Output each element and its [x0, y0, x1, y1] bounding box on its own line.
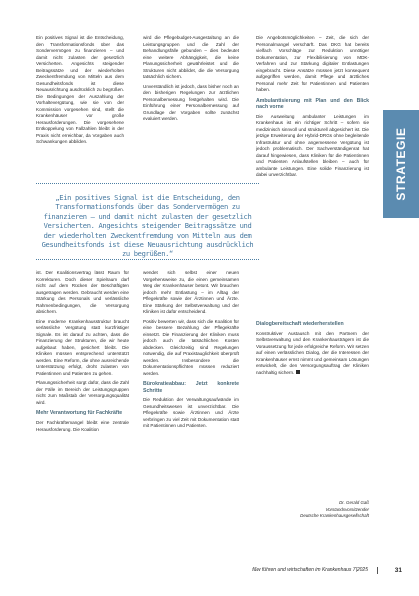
section-tab-label: STRATEGIE [394, 127, 408, 201]
paragraph: Planungssicherheit sorgt dafür, dass die Zahl der Fälle im Bereich der Leistungsgruppen nicht zum Maßstab der Versorgungsqualität wird. [36, 380, 129, 405]
article-column-4 [36, 270, 129, 570]
publication-name: f&w führen und wirtschaften im Krankenhaus 7|2025 [252, 567, 368, 573]
section-heading: Ambulantisierung mit Plan und den Blick nach vorne [256, 97, 369, 110]
pull-quote [36, 171, 259, 273]
paragraph: ist. Der Koalitionsvertrag lässt Raum für Korrekturen. Doch dieser Spielraum darf nicht auf dem Rücken der Beschäftigten ausgetragen werden. Gebraucht werden eine Stärkung des Personals und verlässliche Rahmenbedingungen, die Versorgung absichern. [36, 270, 129, 314]
quote-rule-top [36, 183, 259, 184]
paragraph: Positiv bewerten wir, dass sich die Koalition für eine bessere Bezahlung der Pflegekräfte einsetzt. Die Finanzierung der Kliniken muss jedoch auch die tatsächlichen Kosten abdecken. Gleichzeitig sind Regelungen notwendig, die auf Praxistauglichkeit überprüft werden. Insbesondere die Dokumentationspflichten müssen reduziert werden. [143, 318, 239, 376]
section-heading: Bürokratieabbau: Jetzt konkrete Schritte [143, 381, 239, 394]
author-role: Vorstandsvorsitzender [325, 506, 369, 512]
article-column-1 [36, 35, 124, 166]
paragraph: Die Ausweitung ambulanter Leistungen im Krankenhaus ist ein richtiger Schritt – sofern sie medizinisch sinnvoll und strukturell abgesichert ist. Die jetzige Erweiterung der Hybrid-DRGs ohne begleitende Infrastruktur und ohne angemessene Vergütung ist jedoch problematisch. Der Sachverständigenrat hat darauf hingewiesen, dass Kliniken für die Patientinnen und Patienten Anlaufstellen bleiben – auch für ambulante Leistungen. Eine solide Finanzierung ist dabei unverzichtbar. [256, 113, 369, 178]
paragraph: wendet sich selbst einer neuen Vorgehensweise zu, die einen gemeinsamen Weg der Krankenhäuser betont. Wir brauchen jedoch mehr Entlastung – im Alltag der Pflegekräfte sowie der Ärztinnen und Ärzte. Eine Stärkung der Selbstverwaltung und der Kliniken ist dafür entscheidend. [143, 270, 239, 314]
article-column-5 [143, 270, 239, 570]
author-name: Dr. Gerald Gaß [339, 500, 369, 505]
page-footer [242, 566, 402, 575]
article-column-2 [143, 35, 239, 173]
footer-divider [377, 567, 378, 574]
article-column-6 [256, 317, 369, 429]
quote-rule-bottom [36, 259, 259, 260]
paragraph: Unverständlich ist jedoch, dass bisher noch an den bisherigen Regelungen zur ärztlichen Personalbemessung festgehalten wird. Die Einführung einer Personalbemessung auf Grundlage der Vorgaben sollte zunächst evaluiert werden. [143, 83, 239, 122]
article-column-3 [256, 35, 369, 185]
pull-quote-text: „Ein positives Signal ist die Entscheidung, den Transformationsfonds über das Sondervermögen zu finanzieren – und damit nicht zulasten der gesetzlich Versicherten. Angesichts steigender Beitragssätze und der wiederholten Zweckentfremdung von Mitteln aus dem Gesundheitsfonds ist diese Neuausrichtung ausdrücklich zu begrüßen.“ [41, 193, 254, 259]
paragraph: wird die Pflegebudget-Ausgestaltung an die Leistungsgruppen und die Zahl der Behandlungsfälle gebunden – dies bedeutet eine weitere Abhängigkeit, die keine Planungssicherheit gewährleistet und die Strukturen nicht abbildet, die die Versorgung tatsächlich sichern. [143, 35, 239, 79]
paragraph [256, 331, 369, 377]
paragraph-text: Konstruktiver Austausch mit den Partnern der Selbstverwaltung und den Krankenhausträgern ist die Voraussetzung für jede erfolgreiche Reform. Wir setzen auf einen verlässlichen Dialog, der die Interessen der Krankenhäuser ernst nimmt und gemeinsam Lösungen entwickelt, die den Versorgungsauftrag der Kliniken nachhaltig sichern. [256, 330, 369, 375]
section-heading: Mehr Verantwortung für Fachkräfte [36, 410, 123, 417]
paragraph: Eine moderne Krankenhausstruktur braucht verlässliche Vergütung statt kurzfristiger Signale. Es ist darauf zu achten, dass die Finanzierung der Strukturen, die wir heute aufgebaut haben, gesichert bleibt. Die Kliniken müssen entsprechend unterstützt werden. Eine Reform, die ohne ausreichende Unterstützung erfolgt, droht zulasten von Patientinnen und Patienten zu gehen. [36, 318, 129, 376]
paragraph: Die Angebotsmöglichkeiten – Zeit, die sich der Personalmangel verschärft. Das DKG hat bereits vielfach Vorschläge zur Reduktion unnötiger Dokumentation, zur Flexibilisierung von MDK-Verfahren und zur Stärkung digitaler Entlastungen eingebracht. Diese Ansätze müssen jetzt konsequent aufgegriffen werden, damit Pflege und ärztliches Personal mehr Zeit für Patientinnen und Patienten haben. [256, 35, 369, 92]
author-credit [256, 500, 369, 520]
end-mark-icon [296, 370, 300, 374]
paragraph: Die Reduktion der Verwaltungsaufwände im Gesundheitswesen ist unverzichtbar. Die Pflegekräfte sowie Ärztinnen und Ärzte verbringen zu viel Zeit mit Dokumentation statt mit Patientinnen und Patienten. [143, 397, 239, 429]
section-tab [383, 110, 419, 218]
paragraph: Der Fachkräftemangel bleibt eine zentrale Herausforderung. Die Koalition [36, 420, 129, 432]
paragraph: Ein positives Signal ist die Entscheidung, den Transformationsfonds über das Sondervermögen zu finanzieren – und damit nicht zulasten der gesetzlich Versicherten. Angesichts steigender Beitragssätze und der wiederholten Zweckentfremdung von Mitteln aus dem Gesundheitsfonds ist diese Neuausrichtung ausdrücklich zu begrüßen. Die Bedingungen der Auszahlung der Vorhaltevergütung, wie sie von der Kommission vorgesehen sind, stellt die Krankenhäuser vor große Herausforderungen. Die vorgesehene Entkoppelung von Fallzahlen bleibt in der Praxis nicht erreichbar, da Vorgaben auch Schwankungen abbilden. [36, 35, 124, 144]
author-organization: Deutsche Krankenhausgesellschaft [300, 513, 369, 518]
section-heading: Dialogbereitschaft wiederherstellen [256, 321, 344, 327]
page-number: 31 [394, 567, 402, 574]
